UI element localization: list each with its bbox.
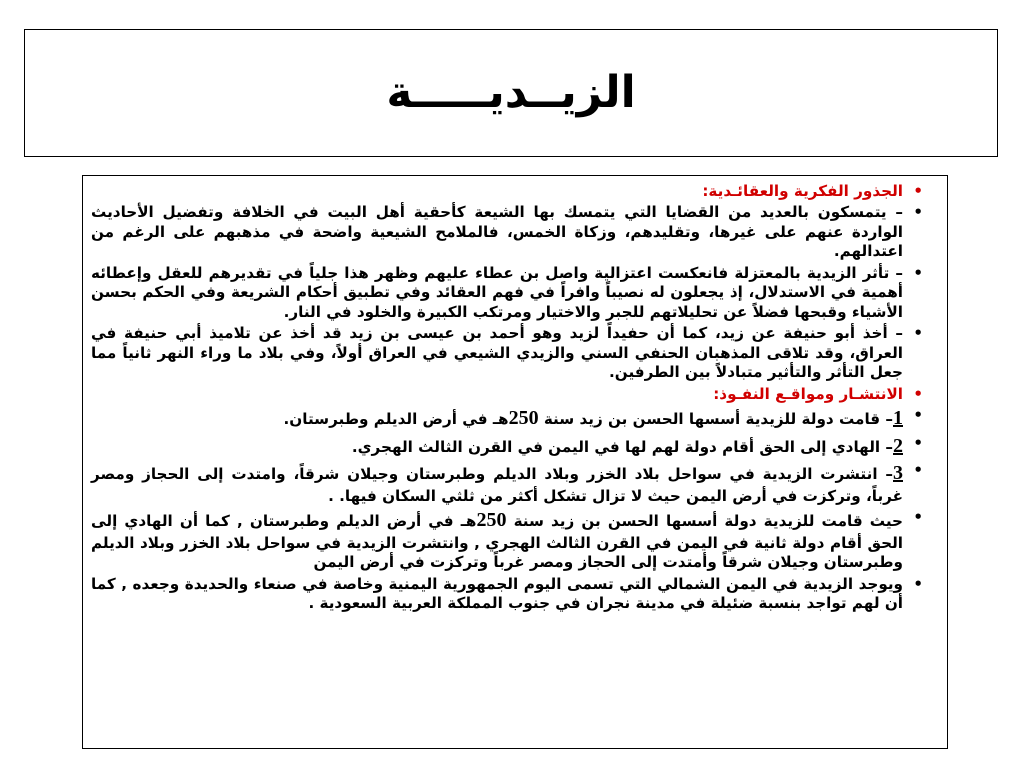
item-text-pre: – الهادي إلى الحق أقام دولة لهم لها في اليمن في القرن الثالث الهجري. (351, 437, 893, 456)
bullet-icon: • (913, 461, 923, 480)
content-box (82, 175, 948, 749)
section-heading-text: الانتشـار ومواقـع النفـوذ: (713, 384, 903, 403)
bullet-text: – يتمسكون بالعديد من القضايا التي يتمسك بها الشيعة كأحقية أهل البيت في الخلافة وتفضيل الأحاديث الواردة عنهم على غيرها، وتقليدهم، وزكاة الخمس، فالملامح الشيعية واضحة في مذهبهم على الرغم من اعتدالهم. (91, 203, 903, 261)
bullet-icon: • (913, 263, 923, 282)
bullet-icon: • (913, 324, 923, 343)
item-text-post: هـ في أرض الديلم وطبرستان , كما أن الهادي إلى الحق أقام دولة ثانية في اليمن في القرن الثالث الهجري , وانتشرت الزيدية في سواحل بلاد الخزر وبلاد الديلم وطبرستان وجيلان شرقاً وأمتدت إلى الحجاز ومصر غرباً وتركزت في أرض اليمن (91, 512, 903, 572)
bullet-item (91, 324, 925, 382)
item-text-pre: – قامت دولة للزيدية أسسها الحسن بن زيد سنة (538, 409, 893, 428)
bullet-icon: • (913, 384, 923, 403)
numbered-item-2 (91, 434, 925, 460)
bullet-icon: • (913, 433, 923, 452)
section-heading-text: الجذور الفكرية والعقائـدية: (702, 182, 903, 200)
year-value: 250 (476, 509, 507, 532)
item-text-pre: حيث قامت للزيدية دولة أسسها الحسن بن زيد سنة (506, 512, 903, 531)
numbered-item-3 (91, 461, 925, 506)
bullet-icon: • (913, 405, 923, 424)
title-box (24, 29, 998, 157)
item-number: 1 (893, 406, 903, 429)
year-value: 250 (508, 406, 539, 429)
bullet-text: – تأثر الزيدية بالمعتزلة فانعكست اعتزالية واصل بن عطاء عليهم وظهر هذا جلياً في تقديرهم للعقل وإعطائه أهمية في الاستدلال، إذ يجعلون له نصيباً وافراً في فهم العقائد وفي تطبيق أحكام الشريعة وفي الحكم بحسن الأشياء وقبحها فضلاً عن تحليلاتهم للجبر والاختيار ومرتكب الكبيرة والخلود في النار. (91, 263, 903, 321)
bullet-item (91, 508, 925, 573)
bullet-item (91, 575, 925, 614)
item-number: 3 (893, 462, 903, 485)
numbered-item-1 (91, 406, 925, 432)
item-text-pre: – انتشرت الزيدية في سواحل بلاد الخزر وبلاد الديلم وطبرستان وجيلان شرقاً، وامتدت إلى الحجاز ومصر غرباً، وتركزت في أرض اليمن حيث لا تزال تشكل أكثر من ثلثي السكان فيها. . (91, 465, 903, 505)
bullet-icon: • (913, 203, 923, 222)
item-text-post: هـ في أرض الديلم وطبرستان. (283, 409, 509, 428)
bullet-icon: • (913, 574, 923, 593)
section-heading-spread (91, 385, 925, 404)
bullet-item (91, 264, 925, 322)
slide-title: الزيــديـــــة (386, 67, 636, 118)
item-number: 2 (893, 434, 903, 457)
bullet-text: ويوجد الزيدية في اليمن الشمالي التي تسمى اليوم الجمهورية اليمنية وخاصة في صنعاء والحديدة وجعده , كما أن لهم تواجد بنسبة ضئيلة في مدينة نجران في جنوب المملكة العربية السعودية . (91, 574, 903, 613)
bullet-item (91, 203, 925, 261)
bullet-text: – أخذ أبو حنيفة عن زيد، كما أن حفيداً لزيد وهو أحمد بن عيسى بن زيد قد أخذ عن تلاميذ أبي حنيفة في العراق، وقد تلاقى المذهبان الحنفي السني والزيدي الشيعي في العراق أولاً، وفي بلاد ما وراء النهر ثانياً مما جعل التأثر والتأثير متبادلاً بين الطرفين. (91, 324, 903, 382)
bullet-list (91, 182, 925, 614)
bullet-icon: • (913, 508, 923, 527)
section-heading-beliefs (91, 182, 925, 201)
bullet-icon: • (913, 182, 923, 200)
